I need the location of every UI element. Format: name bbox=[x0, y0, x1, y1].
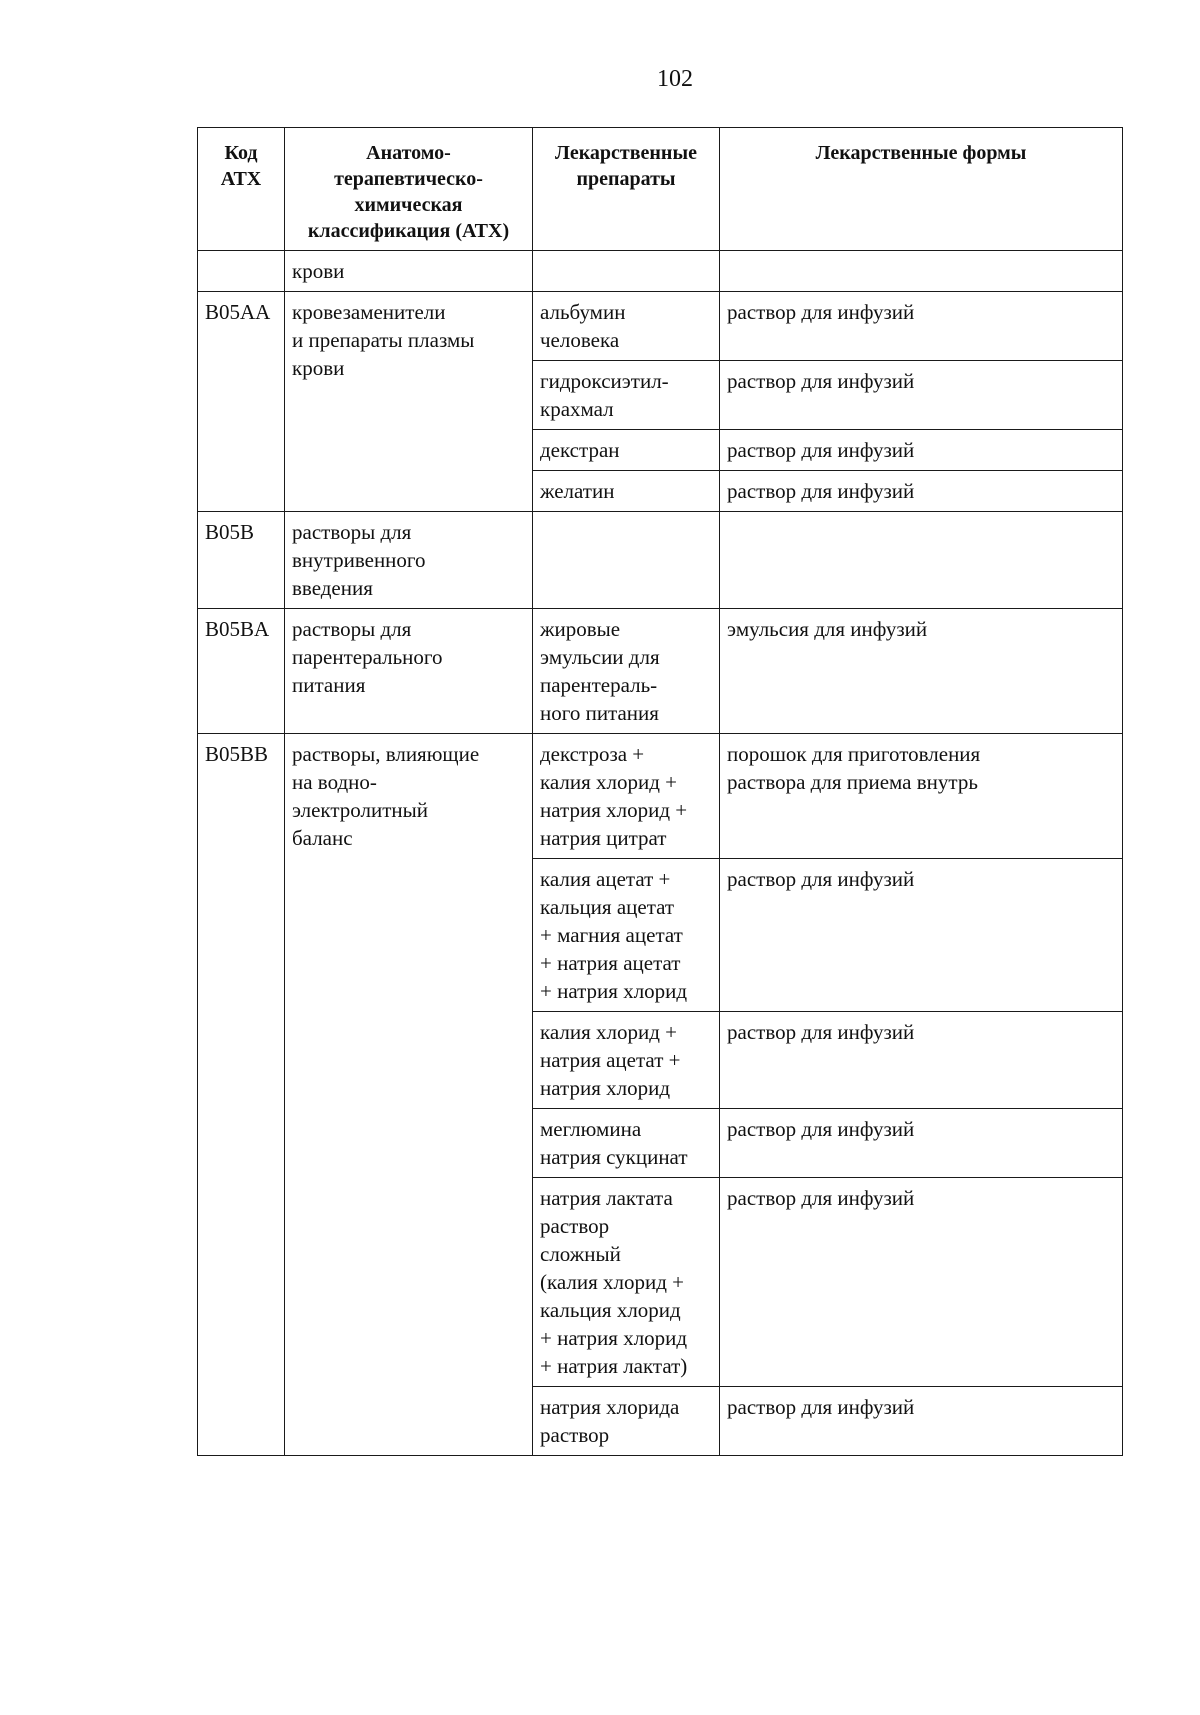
header-classification: Анатомо- терапевтическо- химическая классификация (АТХ) bbox=[285, 128, 533, 251]
table-body bbox=[198, 251, 1123, 1456]
cell-atx-code: B05BA bbox=[198, 609, 285, 734]
cell-dosage-form bbox=[720, 512, 1123, 609]
table-row bbox=[198, 734, 1123, 859]
cell-classification: крови bbox=[285, 251, 533, 292]
atx-drug-table bbox=[197, 127, 1123, 1456]
cell-classification: кровезаменители и препараты плазмы крови bbox=[285, 292, 533, 512]
cell-atx-code: B05BB bbox=[198, 734, 285, 1456]
cell-atx-code: B05AA bbox=[198, 292, 285, 512]
cell-dosage-form: раствор для инфузий bbox=[720, 859, 1123, 1012]
cell-dosage-form bbox=[720, 251, 1123, 292]
cell-classification: растворы для внутривенного введения bbox=[285, 512, 533, 609]
cell-drug: натрия хлорида раствор bbox=[533, 1387, 720, 1456]
cell-drug: гидроксиэтил- крахмал bbox=[533, 361, 720, 430]
cell-classification: растворы для парентерального питания bbox=[285, 609, 533, 734]
cell-drug: желатин bbox=[533, 471, 720, 512]
cell-dosage-form: раствор для инфузий bbox=[720, 1178, 1123, 1387]
table-row bbox=[198, 251, 1123, 292]
header-forms: Лекарственные формы bbox=[720, 128, 1123, 251]
cell-dosage-form: порошок для приготовления раствора для приема внутрь bbox=[720, 734, 1123, 859]
cell-drug bbox=[533, 251, 720, 292]
cell-atx-code: B05B bbox=[198, 512, 285, 609]
cell-drug: натрия лактата раствор сложный (калия хлорид + кальция хлорид + натрия хлорид + натрия лактат) bbox=[533, 1178, 720, 1387]
cell-drug: альбумин человека bbox=[533, 292, 720, 361]
cell-dosage-form: раствор для инфузий bbox=[720, 430, 1123, 471]
header-drugs: Лекарственные препараты bbox=[533, 128, 720, 251]
page-number: 102 bbox=[657, 66, 693, 92]
cell-dosage-form: раствор для инфузий bbox=[720, 471, 1123, 512]
cell-drug: декстран bbox=[533, 430, 720, 471]
cell-atx-code bbox=[198, 251, 285, 292]
cell-dosage-form: раствор для инфузий bbox=[720, 1012, 1123, 1109]
table-header-row bbox=[198, 128, 1123, 251]
cell-dosage-form: раствор для инфузий bbox=[720, 292, 1123, 361]
cell-drug: декстроза + калия хлорид + натрия хлорид + натрия цитрат bbox=[533, 734, 720, 859]
cell-drug: калия хлорид + натрия ацетат + натрия хлорид bbox=[533, 1012, 720, 1109]
cell-drug bbox=[533, 512, 720, 609]
cell-drug: калия ацетат + кальция ацетат + магния ацетат + натрия ацетат + натрия хлорид bbox=[533, 859, 720, 1012]
cell-dosage-form: раствор для инфузий bbox=[720, 1109, 1123, 1178]
cell-drug: жировые эмульсии для парентераль- ного питания bbox=[533, 609, 720, 734]
table-row bbox=[198, 609, 1123, 734]
cell-dosage-form: раствор для инфузий bbox=[720, 361, 1123, 430]
cell-classification: растворы, влияющие на водно- электролитный баланс bbox=[285, 734, 533, 1456]
table-row bbox=[198, 292, 1123, 361]
cell-drug: меглюмина натрия сукцинат bbox=[533, 1109, 720, 1178]
table-row bbox=[198, 512, 1123, 609]
cell-dosage-form: раствор для инфузий bbox=[720, 1387, 1123, 1456]
header-code: Код АТХ bbox=[198, 128, 285, 251]
cell-dosage-form: эмульсия для инфузий bbox=[720, 609, 1123, 734]
